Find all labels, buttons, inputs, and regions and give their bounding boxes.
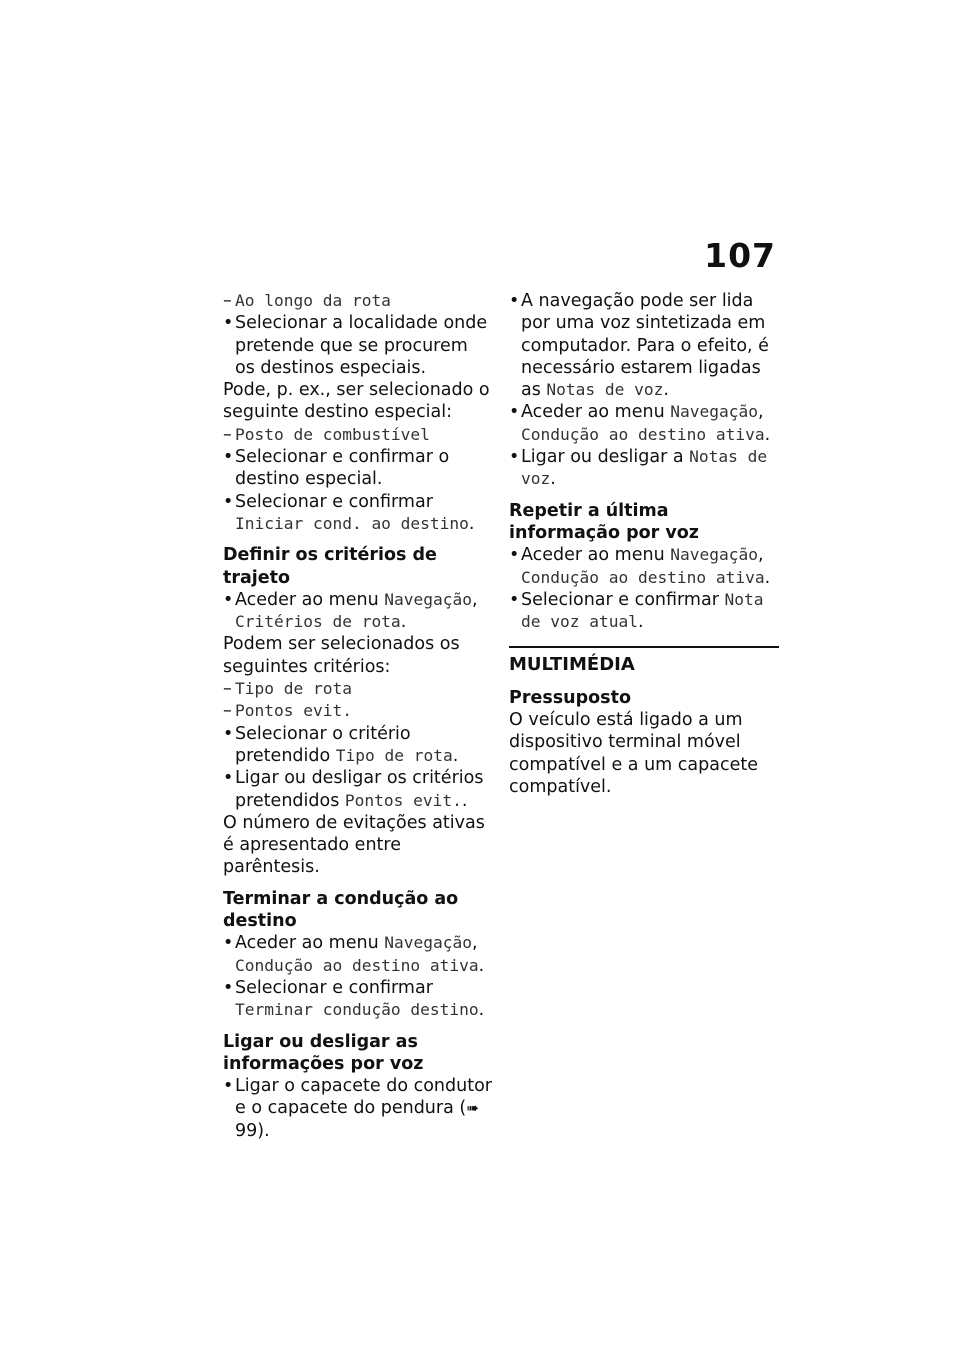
instruction-step: • Ligar o capacete do condutor e o capacete do pendura (➠ 99). (223, 1075, 493, 1142)
paragraph: Pode, p. ex., ser selecionado o seguinte destino especial: (223, 380, 490, 423)
section-title: MULTIMÉDIA (509, 654, 635, 676)
section-heading: Definir os critérios de trajeto (223, 545, 437, 588)
instruction-step: • Selecionar e confirmar Terminar condução destino. (223, 977, 493, 1022)
instruction-step: • Aceder ao menu Navegação, Condução ao destino ativa. (509, 401, 779, 446)
page-reference-arrow-icon: ➠ (466, 1099, 479, 1118)
list-item: – Posto de combustível (223, 424, 493, 446)
section-divider (509, 646, 779, 648)
left-column (223, 290, 493, 1142)
page-number: 107 (704, 236, 776, 275)
instruction-step: • A navegação pode ser lida por uma voz sintetizada em computador. Para o efeito, é necessário estarem ligadas as Notas de voz. (509, 290, 779, 401)
paragraph: O veículo está ligado a um dispositivo terminal móvel compatível e a um capacete compatível. (509, 710, 758, 797)
section-heading: Pressuposto (509, 687, 631, 708)
instruction-step: • Ligar ou desligar a Notas de voz. (509, 446, 779, 491)
section-heading: Ligar ou desligar as informações por voz (223, 1031, 424, 1074)
instruction-step: • Aceder ao menu Navegação, Condução ao destino ativa. (509, 544, 779, 589)
paragraph: Podem ser selecionados os seguintes critérios: (223, 634, 460, 677)
instruction-step: • Selecionar e confirmar Nota de voz atual. (509, 589, 779, 634)
instruction-step: • Aceder ao menu Navegação, Critérios de rota. (223, 589, 493, 634)
instruction-step: • Ligar ou desligar os critérios pretendidos Pontos evit.. (223, 767, 493, 812)
section-heading: Terminar a condução ao destino (223, 888, 459, 932)
section-heading: Repetir a última informação por voz (509, 500, 699, 543)
list-item: – Tipo de rota (223, 678, 493, 700)
instruction-step: • Selecionar e confirmar o destino especial. (223, 446, 493, 491)
list-item: – Pontos evit. (223, 700, 493, 722)
instruction-step: • Selecionar a localidade onde pretende que se procurem os destinos especiais. (223, 312, 493, 379)
paragraph: O número de evitações ativas é apresentado entre parêntesis. (223, 812, 485, 878)
instruction-step: • Selecionar e confirmar Iniciar cond. ao destino. (223, 491, 493, 536)
instruction-step: • Selecionar o critério pretendido Tipo de rota. (223, 723, 493, 768)
instruction-step: • Aceder ao menu Navegação, Condução ao destino ativa. (223, 932, 493, 977)
page-reference: 99 (235, 1120, 258, 1141)
right-column (509, 290, 779, 798)
list-item: – Ao longo da rota (223, 290, 493, 312)
